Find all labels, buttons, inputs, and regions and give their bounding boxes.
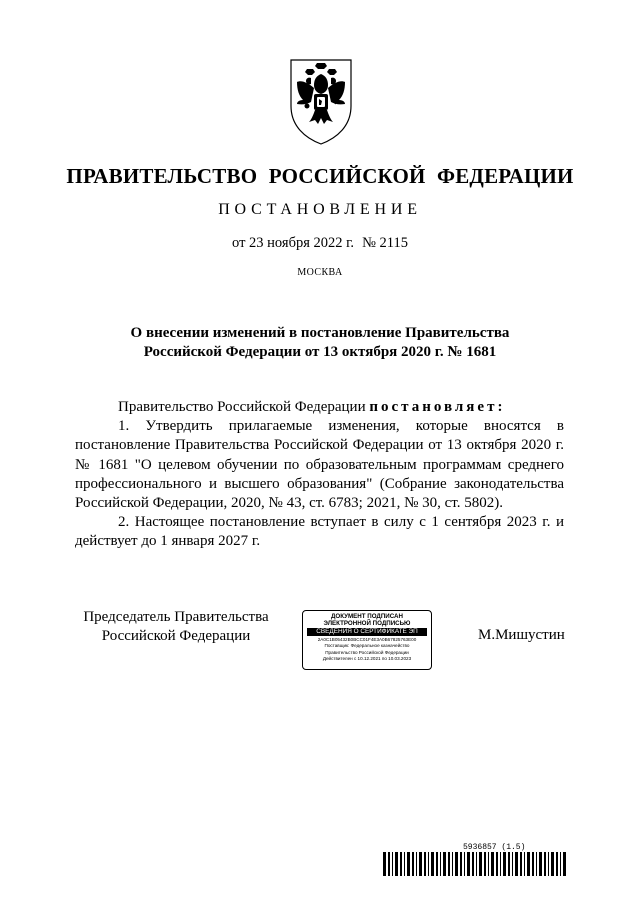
body-lead-emphasis: постановляет: [369,399,506,415]
signer-position-line-2: Российской Федерации [101,628,251,644]
body-item-2: 2. Настоящее постановление вступает в силу с 1 сентября 2023 г. и действует до 1 января 2027 г. [75,514,564,550]
document-type: ПОСТАНОВЛЕНИЕ [218,201,422,218]
signer-position-line-1: Председатель Правительства [83,609,269,625]
decree-subject [0,324,640,362]
decree-number: № 2115 [362,235,408,251]
barcode [383,852,568,876]
coat-of-arms-emblem [285,58,357,146]
stamp-certificate-bar: СВЕДЕНИЯ О СЕРТИФИКАТЕ ЭП [307,628,427,636]
stamp-serial: 2A0C1B05432B0BCC01F4E3A0B67825763E00 [317,637,417,642]
body-lead: Правительство Российской Федерации [118,399,370,415]
government-title: ПРАВИТЕЛЬСТВО РОССИЙСКОЙ ФЕДЕРАЦИИ [66,164,574,188]
barcode-number: 5936857 (1.5) [463,843,526,852]
signer-position [76,608,276,646]
stamp-supplier-1: Поставщик: Федеральное казначейство [324,643,410,649]
body-lead-paragraph [75,398,564,417]
electronic-signature-stamp [302,610,432,670]
stamp-validity: Действителен с 10.12.2021 по 10.03.2023 [322,656,412,662]
subject-line-2: Российской Федерации от 13 октября 2020 г. № 1681 [143,344,497,360]
decree-date-line [0,235,640,252]
signer-name: М.Мишустин [478,627,565,643]
stamp-title-1: ДОКУМЕНТ ПОДПИСАН [331,613,403,620]
city: МОСКВА [297,267,343,278]
stamp-supplier-2: Правительство Российской Федерации [325,649,409,655]
decree-body [75,398,564,552]
subject-line-1: О внесении изменений в постановление Правительства [130,325,510,341]
stamp-title-2: ЭЛЕКТРОННОЙ ПОДПИСЬЮ [323,620,411,627]
body-item-1: 1. Утвердить прилагаемые изменения, которые вносятся в постановление Правительства Российской Федерации от 13 октября 2020 г. № 1681 "О целевом обучении по образовательным программам среднего профессионального и высшего образования" (Собрание законодательства Российской Федерации, 2020, № 43, ст. 6783; 2021, № 30, ст. 5802). [75,418,564,512]
decree-date: от 23 ноября 2022 г. [232,235,355,251]
